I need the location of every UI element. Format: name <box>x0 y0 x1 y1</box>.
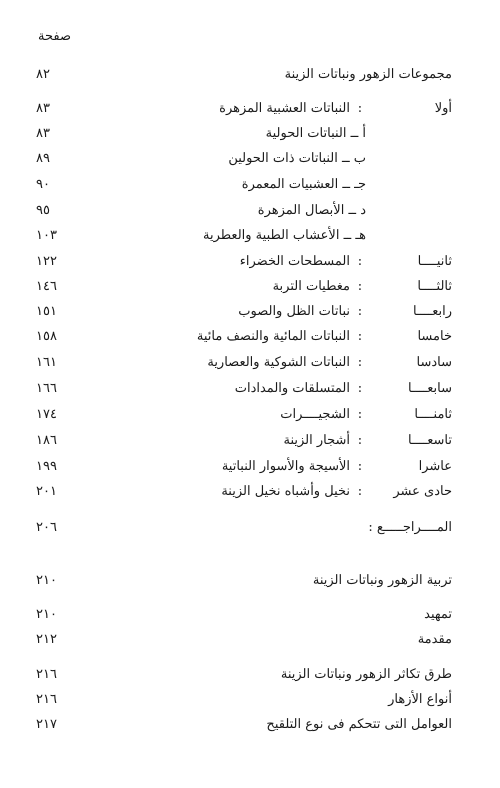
entry-title: جـ ــ العشبيات المعمرة <box>241 177 366 192</box>
entry-ordinal: حادى عشر <box>393 484 452 499</box>
page-number: ٨٣ <box>36 101 50 116</box>
page-number: ٢١٠ <box>36 573 57 588</box>
toc-entry <box>0 570 500 592</box>
entry-title: نخيل وأشباه نخيل الزينة <box>221 484 350 499</box>
entry-ordinal: رابعــــا <box>413 304 452 319</box>
page-number: ١٦٦ <box>36 381 57 396</box>
entry-colon: : <box>357 254 363 269</box>
page-number: ٢٠١ <box>36 484 57 499</box>
toc-entry <box>0 714 500 736</box>
entry-title: الشجيــــرات <box>280 407 350 422</box>
toc-entry <box>0 378 500 400</box>
entry-ordinal: تاسعــــا <box>408 433 452 448</box>
page-number: ١٤٦ <box>36 279 57 294</box>
toc-entry <box>0 251 500 273</box>
page-number: ١٥١ <box>36 304 57 319</box>
toc-entry <box>0 517 500 539</box>
page-number: ١٢٢ <box>36 254 57 269</box>
section-title: تربية الزهور ونباتات الزينة <box>312 573 452 588</box>
entry-title: المسطحات الخضراء <box>239 254 350 269</box>
toc-entry <box>0 148 500 170</box>
page-number: ٨٩ <box>36 151 50 166</box>
page-number: ٩٠ <box>36 177 50 192</box>
toc-entry <box>0 326 500 348</box>
entry-title: د ــ الأبصال المزهرة <box>257 203 366 218</box>
page-number: ٢٠٦ <box>36 520 57 535</box>
entry-title: الأسيجة والأسوار النباتية <box>221 459 350 474</box>
section-title: مقدمة <box>417 632 452 647</box>
entry-colon: : <box>357 433 363 448</box>
entry-ordinal: ثانيــــا <box>417 254 452 269</box>
entry-colon: : <box>357 355 363 370</box>
page-number: ١٧٤ <box>36 407 57 422</box>
entry-ordinal: ثامنــــا <box>414 407 452 422</box>
page-number: ٢١٠ <box>36 607 57 622</box>
entry-colon: : <box>357 304 363 319</box>
section-title: تمهيد <box>424 607 452 622</box>
toc-entry <box>0 430 500 452</box>
toc-entry <box>0 123 500 145</box>
entry-title: النباتات المائية والنصف مائية <box>196 329 350 344</box>
section-title: المــــراجـــــع : <box>368 520 452 535</box>
entry-title: أ ــ النباتات الحولية <box>265 126 366 141</box>
entry-title: مغطيات التربة <box>272 279 350 294</box>
page-number: ١٨٦ <box>36 433 57 448</box>
page-number: ٢١٦ <box>36 692 57 707</box>
toc-entry <box>0 276 500 298</box>
entry-ordinal: خامسا <box>417 329 452 344</box>
toc-entry <box>0 174 500 196</box>
entry-colon: : <box>357 279 363 294</box>
entry-ordinal: ثالثــــا <box>417 279 452 294</box>
page-number: ١٠٣ <box>36 228 57 243</box>
section-title: العوامل التى تتحكم فى نوع التلقيح <box>266 717 452 732</box>
toc-entry <box>0 664 500 686</box>
toc-entry <box>0 301 500 323</box>
page-number: ٨٣ <box>36 126 50 141</box>
entry-ordinal: سادسا <box>416 355 452 370</box>
page-number: ١٩٩ <box>36 459 57 474</box>
section-title: مجموعات الزهور ونباتات الزينة <box>284 67 452 82</box>
toc-entry <box>0 64 500 86</box>
toc-entry <box>0 98 500 120</box>
entry-title: النباتات الشوكية والعصارية <box>207 355 350 370</box>
entry-title: هـ ــ الأعشاب الطبية والعطرية <box>203 228 366 243</box>
section-title: أنواع الأزهار <box>388 692 452 707</box>
toc-entry <box>0 689 500 711</box>
page-number: ٢١٦ <box>36 667 57 682</box>
toc-entry <box>0 404 500 426</box>
page-number: ١٦١ <box>36 355 57 370</box>
toc-entry <box>0 629 500 651</box>
page-number: ١٥٨ <box>36 329 57 344</box>
entry-title: المتسلقات والمدادات <box>234 381 350 396</box>
entry-colon: : <box>357 329 363 344</box>
page-number: ٨٢ <box>36 67 50 82</box>
entry-colon: : <box>357 484 363 499</box>
entry-colon: : <box>357 407 363 422</box>
entry-title: أشجار الزينة <box>283 433 350 448</box>
entry-ordinal: عاشرا <box>418 459 452 474</box>
page-number: ٢١٢ <box>36 632 57 647</box>
entry-title: النباتات العشبية المزهرة <box>219 101 350 116</box>
toc-entry <box>0 481 500 503</box>
toc-entry <box>0 352 500 374</box>
entry-colon: : <box>357 459 363 474</box>
entry-title: ب ــ النباتات ذات الحولين <box>228 151 366 166</box>
entry-ordinal: أولا <box>434 101 452 116</box>
entry-colon: : <box>357 101 363 116</box>
page-column-header: صفحة <box>38 29 71 44</box>
entry-ordinal: سابعــــا <box>408 381 452 396</box>
section-title: طرق تكاثر الزهور ونباتات الزينة <box>280 667 452 682</box>
entry-title: نباتات الظل والصوب <box>238 304 350 319</box>
toc-entry <box>0 604 500 626</box>
page-number: ٢١٧ <box>36 717 57 732</box>
toc-entry <box>0 456 500 478</box>
entry-colon: : <box>357 381 363 396</box>
page-number: ٩٥ <box>36 203 50 218</box>
toc-entry <box>0 225 500 247</box>
toc-entry <box>0 200 500 222</box>
